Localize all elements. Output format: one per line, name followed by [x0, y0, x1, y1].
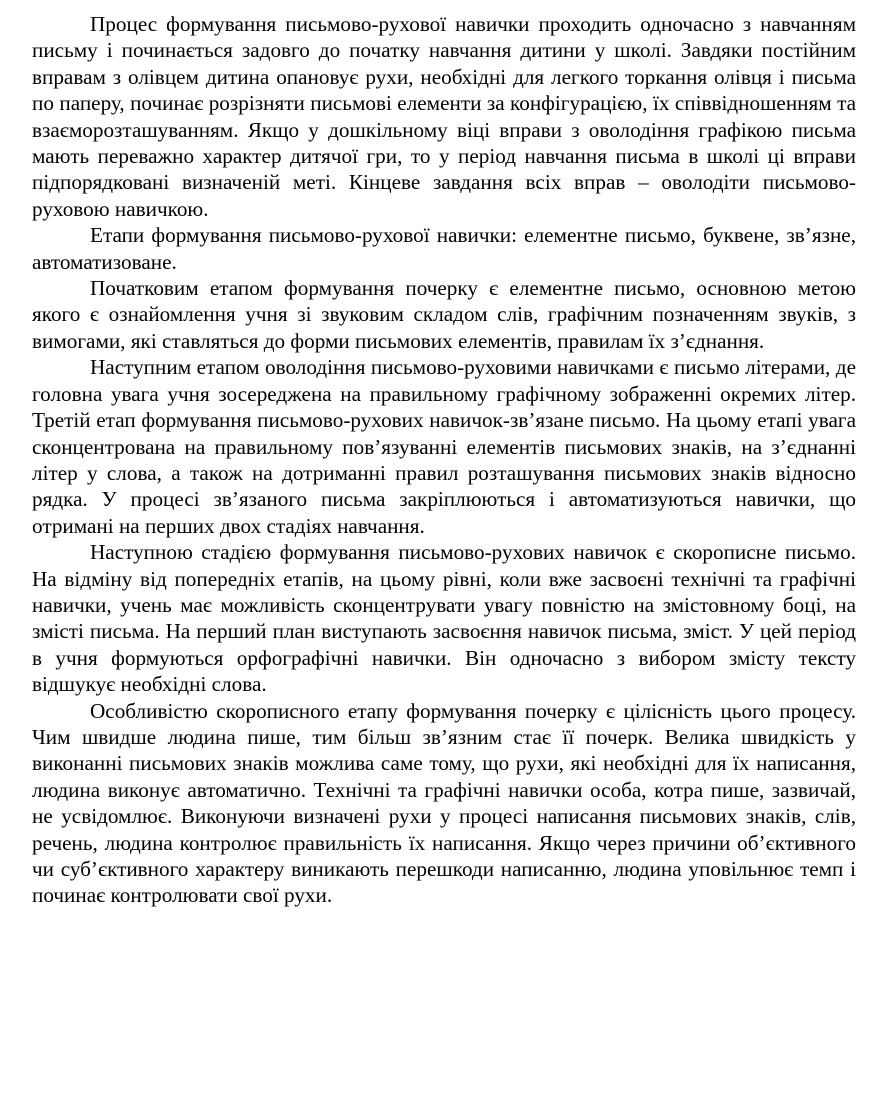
paragraph-5: Наступною стадією формування письмово-рухових навичок є скорописне письмо. На відміну від попередніх етапів, на цьому рівні, коли вже засвоєні технічні та графічні навички, учень має можливість сконцентрувати увагу повністю на змістовному боці, на змісті письма. На перший план виступають засвоєння навичок письма, зміст. У цей період в учня формуються орфографічні навички. Він одночасно з вибором змісту тексту відшукує необхідні слова.: [32, 540, 856, 697]
paragraph-3: Початковим етапом формування почерку є елементне письмо, основною метою якого є ознайомлення учня зі звуковим складом слів, графічним позначенням звуків, з вимогами, які ставляться до форми письмових елементів, правилам їх з’єднання.: [32, 276, 856, 353]
paragraph-1: Процес формування письмово-рухової навички проходить одночасно з навчанням письму і починається задовго до початку навчання дитини у школі. Завдяки постійним вправам з олівцем дитина опановує рухи, необхідні для легкого торкання олівця і письма по паперу, починає розрізняти письмові елементи за конфігурацією, їх співвідношенням та взаєморозташуванням. Якщо у дошкільному віці вправи з оволодіння графікою письма мають переважно характер дитячої гри, то у період навчання письма в школі ці вправи підпорядковані визначеній меті. Кінцеве завдання всіх вправ – оволодіти письмово-руховою навичкою.: [32, 12, 856, 221]
paragraph-6: Особливістю скорописного етапу формування почерку є цілісність цього процесу. Чим швидше людина пише, тим більш зв’язним стає її почерк. Велика швидкість у виконанні письмових знаків можлива саме тому, що рухи, які необхідні для їх написання, людина виконує автоматично. Технічні та графічні навички особа, котра пише, зазвичай, не усвідомлює. Виконуючи визначені рухи у процесі написання письмових знаків, слів, речень, людина контролює правильність їх написання. Якщо через причини об’єктивного чи суб’єктивного характеру виникають перешкоди написанню, людина уповільнює темп і починає контролювати свої рухи.: [32, 698, 856, 908]
paragraph-4: Наступним етапом оволодіння письмово-руховими навичками є письмо літерами, де головна увага учня зосереджена на правильному графічному зображенні окремих літер. Третій етап формування письмово-рухових навичок-зв’язане письмо. На цьому етапі увага сконцентрована на правильному пов’язуванні елементів письмових знаків, на з’єднанні літер у слова, а також на дотриманні правил розташування письмових знаків відносно рядка. У процесі зв’язаного письма закріплюються і автоматизуються навички, що отримані на перших двох стадіях навчання.: [32, 355, 856, 538]
paragraph-2: Етапи формування письмово-рухової навички: елементне письмо, буквене, зв’язне, автоматизоване.: [32, 223, 856, 274]
